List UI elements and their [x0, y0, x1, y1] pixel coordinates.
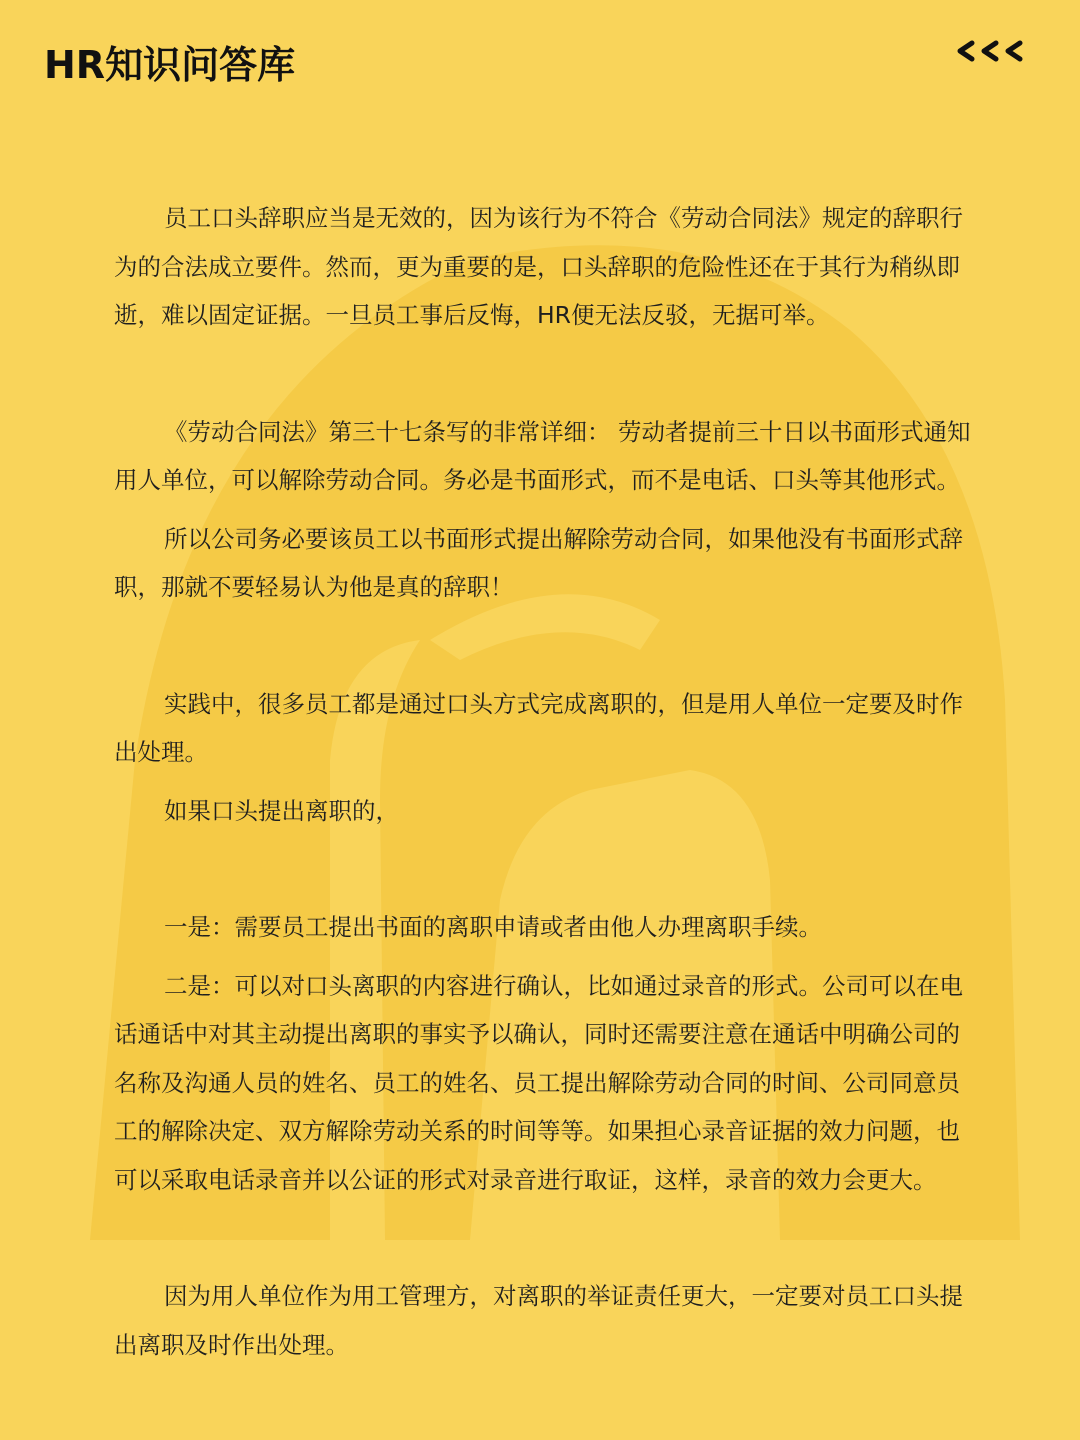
- paragraph: 一是：需要员工提出书面的离职申请或者由他人办理离职手续。: [164, 913, 822, 941]
- header: [44, 30, 1036, 86]
- page-title: HR知识问答库: [44, 43, 296, 87]
- article-body: [114, 194, 980, 1369]
- paragraph: 因为用人单位作为用工管理方，对离职的举证责任更大，一定要对员工口头提出离职及时作出处理。: [114, 1282, 963, 1359]
- paragraph: 所以公司务必要该员工以书面形式提出解除劳动合同，如果他没有书面形式辞职，那就不要轻易认为他是真的辞职！: [114, 524, 963, 601]
- paragraph: 实践中，很多员工都是通过口头方式完成离职的，但是用人单位一定要及时作出处理。: [114, 689, 963, 766]
- paragraph: 员工口头辞职应当是无效的，因为该行为不符合《劳动合同法》规定的辞职行为的合法成立要件。然而，更为重要的是，口头辞职的危险性还在于其行为稍纵即逝，难以固定证据。一旦员工事后反悔，HR便无法反驳，无据可举。: [114, 204, 963, 329]
- paragraph: 如果口头提出离职的，: [164, 796, 399, 825]
- paragraph: 《劳动合同法》第三十七条写的非常详细： 劳动者提前三十日以书面形式通知用人单位，可以解除劳动合同。务必是书面形式，而不是电话、口头等其他形式。: [114, 417, 971, 494]
- paragraph: 二是：可以对口头离职的内容进行确认，比如通过录音的形式。公司可以在电话通话中对其主动提出离职的事实予以确认，同时还需要注意在通话中明确公司的名称及沟通人员的姓名、员工的姓名、员工提出解除劳动合同的时间、公司同意员工的解除决定、双方解除劳动关系的时间等等。如果担心录音证据的效力问题，也可以采取电话录音并以公证的形式对录音进行取证，这样，录音的效力会更大。: [114, 971, 963, 1194]
- triple-chevron-left-icon[interactable]: [956, 30, 1036, 74]
